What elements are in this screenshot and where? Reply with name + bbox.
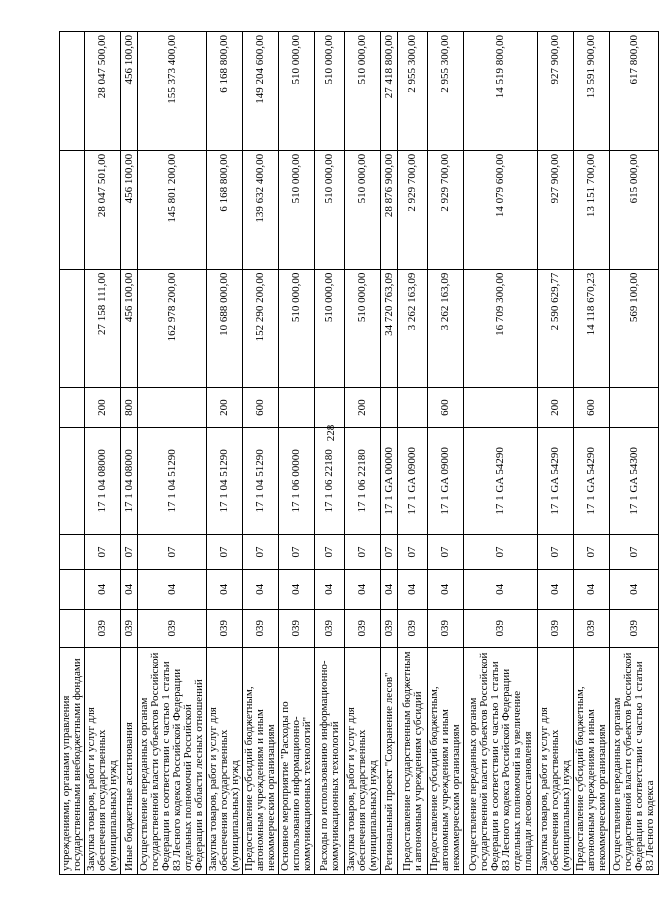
row-amount-3: 456 100,00 [121,32,138,151]
row-ministry-code: 039 [121,609,138,647]
row-target-code: 17 1 GA 54290 [538,427,574,534]
row-amount-3: 149 204 600,00 [243,32,279,151]
row-expense-type [464,388,538,428]
budget-table [59,31,659,875]
row-name: Предоставление субсидий бюджетным, автономным учреждениям и иным некоммерческим организациям [243,647,279,874]
row-name: учреждениями, органами управления государственными внебюджетными фондами [60,647,85,874]
row-amount-1: 510 000,00 [345,269,381,388]
row-subsection: 07 [279,534,315,569]
row-target-code: 17 1 06 22180 [345,427,381,534]
row-section: 04 [85,570,121,610]
row-ministry-code: 039 [138,609,207,647]
row-ministry-code: 039 [243,609,279,647]
row-name: Осуществление переданных органам государственной власти субъектов Российской Федерации в соответствии с частью 1 статьи 83 Лесного кодекса [610,647,659,874]
row-amount-1: 14 118 670,23 [574,269,610,388]
table-row [60,32,85,875]
row-expense-type: 600 [428,388,464,428]
table-row [121,32,138,875]
table-row [398,32,428,875]
row-amount-1: 510 000,00 [279,269,315,388]
row-amount-3: 510 000,00 [315,32,345,151]
row-expense-type: 200 [85,388,121,428]
row-name: Закупка товаров, работ и услуг для обеспечения государственных (муниципальных) нужд [85,647,121,874]
row-target-code: 17 1 GA 00000 [381,427,398,534]
row-amount-2: 28 047 501,00 [85,150,121,269]
table-row [574,32,610,875]
row-name: Предоставление субсидий бюджетным, автономным учреждениям и иным некоммерческим организациям [574,647,610,874]
row-subsection [60,534,85,569]
row-ministry-code: 039 [610,609,659,647]
row-target-code: 17 1 04 08000 [85,427,121,534]
row-amount-3: 6 168 800,00 [207,32,243,151]
row-ministry-code: 039 [398,609,428,647]
row-amount-3: 27 418 800,00 [381,32,398,151]
row-subsection: 07 [398,534,428,569]
row-amount-3: 617 800,00 [610,32,659,151]
row-amount-3: 13 591 900,00 [574,32,610,151]
row-subsection: 07 [345,534,381,569]
table-row [610,32,659,875]
row-expense-type: 600 [574,388,610,428]
row-expense-type: 200 [345,388,381,428]
row-amount-1: 10 688 000,00 [207,269,243,388]
row-amount-1: 27 158 111,00 [85,269,121,388]
row-target-code: 17 1 04 51290 [243,427,279,534]
table-row [243,32,279,875]
table-row [207,32,243,875]
row-ministry-code [60,609,85,647]
row-amount-2: 510 000,00 [315,150,345,269]
row-section: 04 [207,570,243,610]
row-section: 04 [315,570,345,610]
row-amount-2: 510 000,00 [345,150,381,269]
table-row [279,32,315,875]
row-section: 04 [121,570,138,610]
row-section: 04 [464,570,538,610]
row-target-code [60,427,85,534]
row-target-code: 17 1 04 51290 [207,427,243,534]
row-amount-1: 162 978 200,00 [138,269,207,388]
row-target-code: 17 1 04 51290 [138,427,207,534]
row-subsection: 07 [610,534,659,569]
row-name: Закупка товаров, работ и услуг для обеспечения государственных (муниципальных) нужд [538,647,574,874]
row-amount-2: 2 929 700,00 [398,150,428,269]
row-amount-3: 14 519 800,00 [464,32,538,151]
table-row [464,32,538,875]
row-amount-1 [60,269,85,388]
row-section: 04 [381,570,398,610]
row-section: 04 [243,570,279,610]
row-section: 04 [138,570,207,610]
row-expense-type [315,388,345,428]
row-ministry-code: 039 [85,609,121,647]
row-subsection: 07 [85,534,121,569]
row-section: 04 [279,570,315,610]
row-name: Предоставление субсидий бюджетным, автономным учреждениям и иным некоммерческим организациям [428,647,464,874]
row-subsection: 07 [464,534,538,569]
row-name: Закупка товаров, работ и услуг для обеспечения государственных (муниципальных) нужд [207,647,243,874]
row-name: Предоставление государственным бюджетным и автономным учреждениям субсидий [398,647,428,874]
row-expense-type [610,388,659,428]
row-name: Расходы по использованию информационно-коммуникационных технологий [315,647,345,874]
row-section: 04 [610,570,659,610]
table-row [381,32,398,875]
row-target-code: 17 1 04 08000 [121,427,138,534]
row-name: Иные бюджетные ассигнования [121,647,138,874]
row-expense-type: 200 [538,388,574,428]
row-amount-2: 456 100,00 [121,150,138,269]
row-subsection: 07 [315,534,345,569]
row-amount-2: 28 876 900,00 [381,150,398,269]
row-amount-3: 927 900,00 [538,32,574,151]
row-expense-type: 200 [207,388,243,428]
row-target-code: 17 1 GA 09000 [428,427,464,534]
page-number: 228 [325,424,337,442]
row-expense-type [279,388,315,428]
row-name: Осуществление переданных органам государственной власти субъектов Российской Федерации в соответствии с частью 1 статьи 83 Лесного кодекса Российской Федерации отдельных полномочий Российской Федерации в области лесных отношений [138,647,207,874]
row-section: 04 [398,570,428,610]
row-amount-3: 28 047 500,00 [85,32,121,151]
row-amount-3: 510 000,00 [345,32,381,151]
row-ministry-code: 039 [279,609,315,647]
row-expense-type [381,388,398,428]
row-ministry-code: 039 [207,609,243,647]
row-amount-2: 13 151 700,00 [574,150,610,269]
row-amount-1: 3 262 163,09 [428,269,464,388]
row-ministry-code: 039 [315,609,345,647]
table-row [538,32,574,875]
row-subsection: 07 [538,534,574,569]
row-name: Основное мероприятие "Расходы по использованию информационно-коммуникационных технологий" [279,647,315,874]
row-name: Осуществление переданных органам государственной власти субъектов Российской Федерации в соответствии с частью 1 статьи 83 Лесного кодекса Российской Федерации отдельных полномочий на увеличение площади лесовосстановления [464,647,538,874]
row-amount-2: 6 168 800,00 [207,150,243,269]
table-row [85,32,121,875]
row-amount-2: 139 632 400,00 [243,150,279,269]
row-subsection: 07 [381,534,398,569]
row-section: 04 [538,570,574,610]
row-subsection: 07 [428,534,464,569]
row-amount-1: 3 262 163,09 [398,269,428,388]
row-ministry-code: 039 [345,609,381,647]
row-subsection: 07 [574,534,610,569]
row-subsection: 07 [207,534,243,569]
row-section: 04 [574,570,610,610]
row-amount-3: 2 955 300,00 [398,32,428,151]
table-row [315,32,345,875]
row-target-code: 17 1 GA 09000 [398,427,428,534]
row-amount-1: 152 290 200,00 [243,269,279,388]
row-amount-2: 14 079 600,00 [464,150,538,269]
row-expense-type: 600 [243,388,279,428]
row-amount-2: 927 900,00 [538,150,574,269]
row-expense-type [398,388,428,428]
row-amount-2: 145 801 200,00 [138,150,207,269]
row-target-code: 17 1 06 22180 [315,427,345,534]
row-expense-type [138,388,207,428]
row-target-code: 17 1 GA 54290 [574,427,610,534]
row-subsection: 07 [138,534,207,569]
row-target-code: 17 1 06 00000 [279,427,315,534]
row-section [60,570,85,610]
row-amount-3: 510 000,00 [279,32,315,151]
row-ministry-code: 039 [464,609,538,647]
row-ministry-code: 039 [574,609,610,647]
row-name: Региональный проект "Сохранение лесов" [381,647,398,874]
row-ministry-code: 039 [428,609,464,647]
row-amount-2 [60,150,85,269]
row-subsection: 07 [121,534,138,569]
row-amount-3 [60,32,85,151]
row-target-code: 17 1 GA 54300 [610,427,659,534]
row-amount-3: 2 955 300,00 [428,32,464,151]
row-amount-2: 510 000,00 [279,150,315,269]
row-amount-1: 456 100,00 [121,269,138,388]
row-amount-2: 2 929 700,00 [428,150,464,269]
row-expense-type [60,388,85,428]
row-subsection: 07 [243,534,279,569]
row-amount-1: 2 590 629,77 [538,269,574,388]
row-amount-1: 510 000,00 [315,269,345,388]
row-ministry-code: 039 [538,609,574,647]
row-section: 04 [345,570,381,610]
row-section: 04 [428,570,464,610]
row-ministry-code: 039 [381,609,398,647]
row-expense-type: 800 [121,388,138,428]
row-amount-3: 155 373 400,00 [138,32,207,151]
table-row [428,32,464,875]
row-target-code: 17 1 GA 54290 [464,427,538,534]
row-amount-1: 569 100,00 [610,269,659,388]
row-name: Закупка товаров, работ и услуг для обеспечения государственных (муниципальных) нужд [345,647,381,874]
row-amount-1: 34 720 763,09 [381,269,398,388]
table-row [138,32,207,875]
row-amount-2: 615 000,00 [610,150,659,269]
table-row [345,32,381,875]
row-amount-1: 16 709 300,00 [464,269,538,388]
